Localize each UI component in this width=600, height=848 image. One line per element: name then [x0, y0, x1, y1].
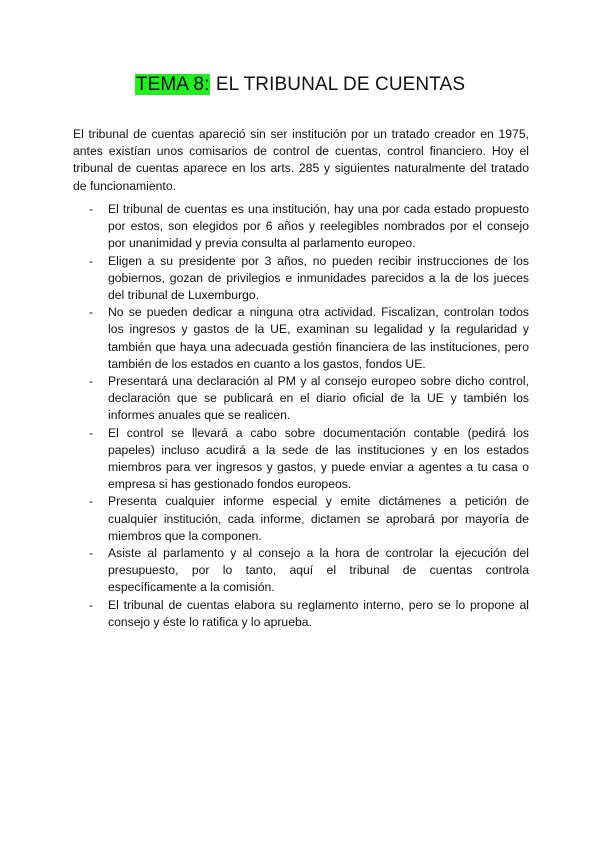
page-title: [0, 73, 600, 97]
bullet-dash: -: [89, 374, 94, 389]
list-item: [73, 253, 529, 305]
title-highlight: TEMA 8:: [135, 74, 210, 95]
bullet-dash: -: [89, 425, 94, 440]
list-item-text: Eligen a su presidente por 3 años, no pueden recibir instrucciones de los gobiernos, gozan de privilegios e inmunidades parecidos a la de los jueces del tribunal de Luxemburgo.: [108, 253, 529, 303]
list-item-text: Presenta cualquier informe especial y emite dictámenes a petición de cualquier institución, cada informe, dictamen se aprobará por mayoría de miembros que la componen.: [108, 494, 529, 543]
intro-paragraph: El tribunal de cuentas apareció sin ser institución por un tratado creador en 1975, antes existían unos comisarios de control de cuentas, control financiero. Hoy el tribunal de cuentas aparece en los arts. 285 y siguientes naturalmente del tratado de funcionamiento.: [73, 127, 529, 193]
list-item: [73, 373, 529, 425]
list-item-text: El control se llevará a cabo sobre documentación contable (pedirá los papeles) incluso acudirá a la sede de las instituciones y en los estados miembros para ver ingresos y gastos, y puede enviar a agentes a tu casa o empresa si has gestionado fondos europeos.: [108, 425, 529, 492]
list-item: [73, 304, 529, 373]
list-item: [73, 597, 529, 631]
bullet-dash: -: [89, 253, 94, 268]
list-item: [73, 493, 529, 545]
bullet-dash: -: [89, 202, 94, 216]
bullet-dash: -: [89, 494, 94, 509]
bullet-dash: -: [89, 305, 94, 320]
list-item-text: No se pueden dedicar a ninguna otra actividad. Fiscalizan, controlan todos los ingresos y gastos de la UE, examinan su legalidad y la regularidad y también que haya una adecuada gestión financiera de las instituciones, pero también de los estados en cuanto a los gastos, fondos UE.: [108, 305, 529, 371]
title-text: EL TRIBUNAL DE CUENTAS: [210, 74, 466, 95]
bullet-dash: -: [89, 597, 94, 612]
list-item-text: El tribunal de cuentas es una institución, hay una por cada estado propuesto por estos, son elegidos por 6 años y reelegibles nombrados por el consejo por unanimidad y previa consulta al parlamento europeo.: [108, 202, 529, 251]
list-item: [73, 425, 529, 494]
bullet-list: [73, 201, 529, 631]
list-item-text: Asiste al parlamento y al consejo a la hora de controlar la ejecución del presupuesto, por lo tanto, aquí el tribunal de cuentas controla específicamente a la comisión.: [108, 546, 529, 595]
list-item: [73, 201, 529, 253]
list-item: [73, 545, 529, 597]
bullet-dash: -: [89, 546, 94, 561]
list-item-text: El tribunal de cuentas elabora su reglamento interno, pero se lo propone al consejo y éste lo ratifica y lo aprueba.: [108, 597, 529, 629]
list-item-text: Presentará una declaración al PM y al consejo europeo sobre dicho control, declaración que se publicará en el diario oficial de la UE y también los informes anuales que se realicen.: [108, 374, 529, 423]
